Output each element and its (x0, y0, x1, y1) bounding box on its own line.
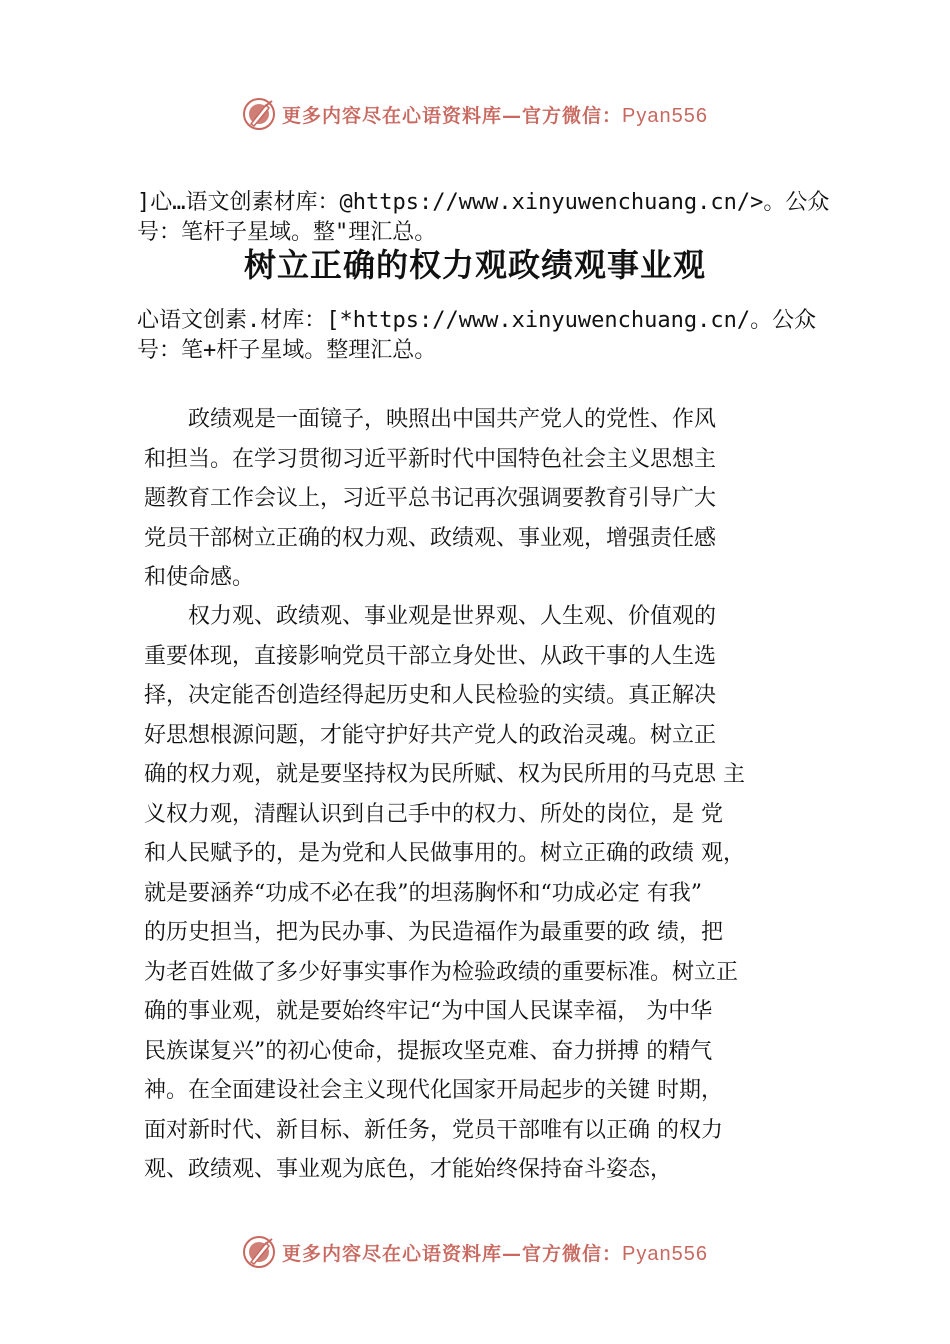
footer-banner (0, 1232, 950, 1272)
paragraph-2 (144, 597, 834, 1190)
paragraph-line: 和担当。在学习贯彻习近平新时代中国特色社会主义思想主 (144, 446, 717, 472)
wechat-id: Pyan556 (622, 1242, 708, 1265)
paragraph-line: 面对新时代、新目标、新任务，党员干部唯有以正确 的权力 (144, 1117, 723, 1143)
banner-text: 更多内容尽在心语资料库—官方微信：Pyan556 (282, 104, 708, 127)
wechat-id: Pyan556 (622, 104, 708, 127)
paragraph-line: 观、政绩观、事业观为底色，才能始终保持奋斗姿态， (144, 1157, 673, 1182)
paragraph-line: 党员干部树立正确的权力观、政绩观、事业观，增强责任感 (144, 525, 717, 551)
paragraph-line: 神。在全面建设社会主义现代化国家开局起步的关键 时期， (144, 1078, 723, 1103)
paragraph-line: 民族谋复兴”的初心使命，提振攻坚克难、奋力拼搏 的精气 (144, 1038, 713, 1064)
banner-text: 更多内容尽在心语资料库—官方微信：Pyan556 (282, 1242, 708, 1265)
paragraph-line: 权力观、政绩观、事业观是世界观、人生观、价值观的 (144, 604, 717, 629)
paragraph-line: 政绩观是一面镜子，映照出中国共产党人的党性、作风 (144, 407, 717, 432)
quill-pen-logo-icon (242, 97, 276, 131)
paragraph-1 (144, 400, 834, 598)
source-line-2: 心语文创素.材库：[*https://www.xinyuwenchuang.cn/。公众号：笔+杆子星域。整理汇总。 (137, 308, 817, 363)
paragraph-line: 和使命感。 (144, 565, 255, 590)
paragraph-line: 义权力观，清醒认识到自己手中的权力、所处的岗位，是 党 (144, 801, 723, 827)
quill-pen-logo-icon (242, 1235, 276, 1269)
page-title: 树立正确的权力观政绩观事业观 (243, 246, 706, 284)
paragraph-line: 好思想根源问题，才能守护好共产党人的政治灵魂。树立正 (144, 722, 717, 748)
paragraph-line: 题教育工作会议上，习近平总书记再次强调要教育引导广大 (144, 486, 717, 511)
paragraph-line: 的历史担当，把为民办事、为民造福作为最重要的政 绩，把 (144, 920, 723, 945)
source-line-1: ]心…语文创素材库：@https://www.xinyuwenchuang.cn/>。公众号：笔杆子星域。整"理汇总。 (137, 190, 830, 245)
header-banner (0, 94, 950, 134)
paragraph-line: 择，决定能否创造经得起历史和人民检验的实绩。真正解决 (144, 683, 717, 708)
paragraph-line: 和人民赋予的，是为党和人民做事用的。树立正确的政绩 观， (144, 841, 745, 866)
paragraph-line: 就是要涵养“功成不必在我”的坦荡胸怀和“功成必定 有我” (144, 880, 702, 906)
paragraph-line: 为老百姓做了多少好事实事作为检验政绩的重要标准。树立正 (144, 959, 739, 985)
paragraph-line: 确的事业观，就是要始终牢记“为中国人民谋幸福， 为中华 (144, 999, 713, 1024)
paragraph-line: 确的权力观，就是要坚持权为民所赋、权为民所用的马克思 主 (144, 762, 745, 787)
paragraph-line: 重要体现，直接影响党员干部立身处世、从政干事的人生选 (144, 643, 717, 669)
